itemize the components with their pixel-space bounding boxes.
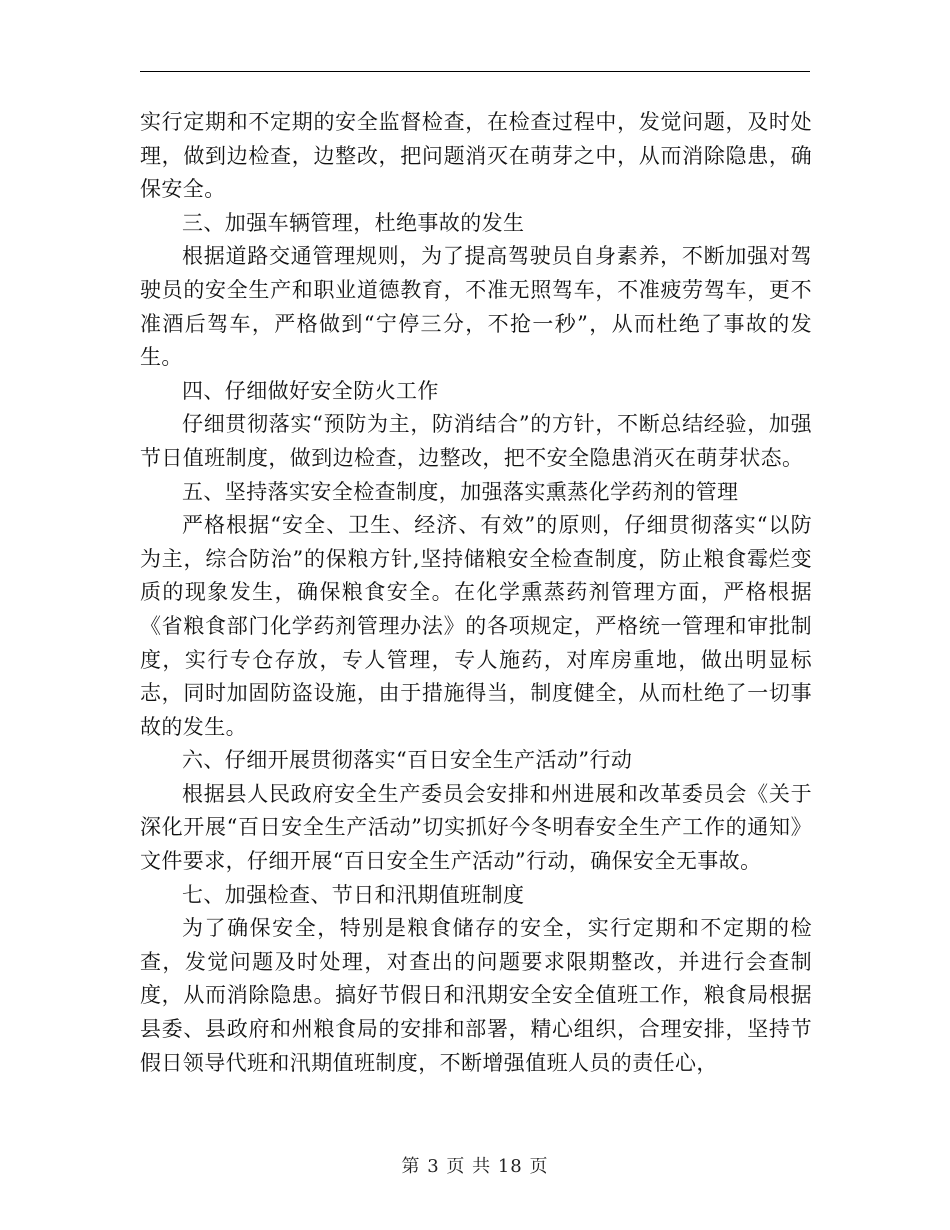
paragraph: 根据道路交通管理规则，为了提高驾驶员自身素养，不断加强对驾驶员的安全生产和职业道德教育，不准无照驾车，不准疲劳驾车，更不准酒后驾车，严格做到“宁停三分，不抢一秒”，从而杜绝了事故的发生。 (140, 244, 812, 370)
paragraph: 仔细贯彻落实“预防为主，防消结合”的方针，不断总结经验，加强节日值班制度，做到边检查，边整改，把不安全隐患消灭在萌芽状态。 (140, 412, 812, 470)
document-body (140, 106, 812, 1080)
paragraph: 为了确保安全，特别是粮食储存的安全，实行定期和不定期的检查，发觉问题及时处理，对查出的问题要求限期整改，并进行会查制度，从而消除隐患。搞好节假日和汛期安全安全值班工作，粮食局根据县委、县政府和州粮食局的安排和部署，精心组织，合理安排，坚持节假日领导代班和汛期值班制度，不断增强值班人员的责任心， (140, 916, 812, 1075)
paragraph: 严格根据“安全、卫生、经济、有效”的原则，仔细贯彻落实“以防为主，综合防治”的保粮方针,坚持储粮安全检查制度，防止粮食霉烂变质的现象发生，确保粮食安全。在化学熏蒸药剂管理方面，严格根据《省粮食部门化学药剂管理办法》的各项规定，严格统一管理和审批制度，实行专仓存放，专人管理，专人施药，对库房重地，做出明显标志，同时加固防盗设施，由于措施得当，制度健全，从而杜绝了一切事故的发生。 (140, 513, 812, 739)
paragraph-continued: 实行定期和不定期的安全监督检查，在检查过程中，发觉问题，及时处理，做到边检查，边整改，把问题消灭在萌芽之中，从而消除隐患，确保安全。 (140, 110, 812, 202)
page-footer (0, 1152, 950, 1178)
page-number: 第 3 页 共 18 页 (401, 1156, 549, 1177)
header-rule (140, 71, 810, 72)
section-heading-7: 七、加强检查、节日和汛期值班制度 (182, 882, 525, 907)
section-heading-4: 四、仔细做好安全防火工作 (182, 378, 439, 403)
section-heading-6: 六、仔细开展贯彻落实“百日安全生产活动”行动 (182, 748, 633, 773)
section-heading-3: 三、加强车辆管理，杜绝事故的发生 (182, 210, 525, 235)
section-heading-5: 五、坚持落实安全检查制度，加强落实熏蒸化学药剂的管理 (182, 479, 739, 504)
paragraph: 根据县人民政府安全生产委员会安排和州进展和改革委员会《关于深化开展“百日安全生产活动”切实抓好今冬明春安全生产工作的通知》文件要求，仔细开展“百日安全生产活动”行动，确保安全无事故。 (140, 781, 812, 874)
